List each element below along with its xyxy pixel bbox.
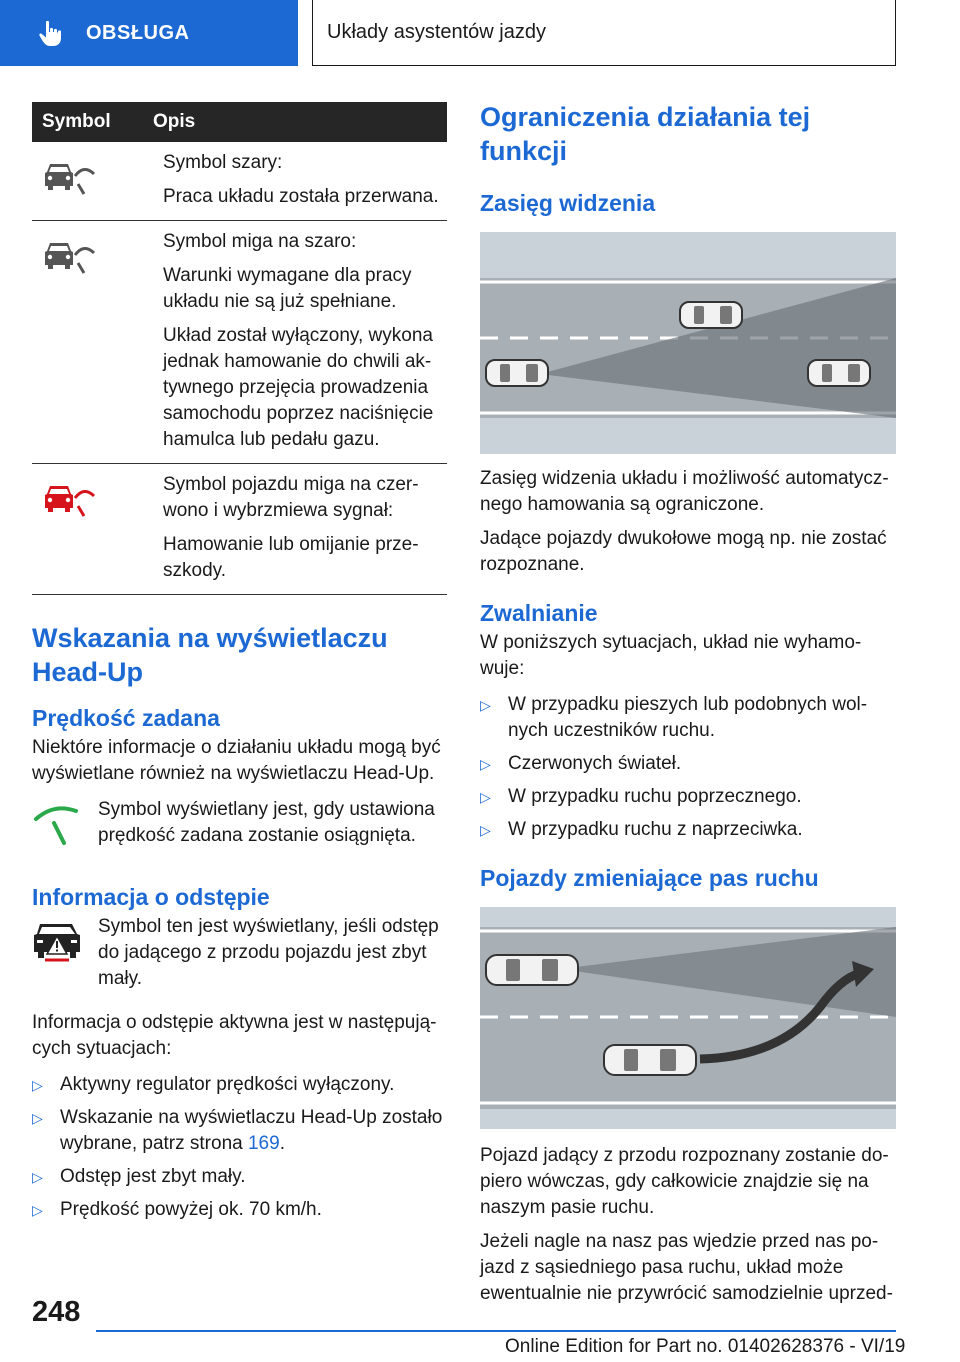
car-icon: [808, 360, 870, 386]
speed-reached-icon: [32, 797, 82, 849]
car-icon: [486, 360, 548, 386]
table-row: [32, 221, 447, 464]
lane-p2: Jeżeli nagle na nasz pas wjedzie przed nas po-jazd z sąsiedniego pasa ruchu, układ może ewentualnie nie przywrócić samodzielnie uprzed-: [480, 1231, 893, 1304]
lane-change-image: [480, 907, 896, 1129]
speed-icon-row: [32, 797, 447, 854]
list-item: ▷ W przypadku pieszych lub podobnych wol-nych uczestników ruchu.: [480, 694, 868, 741]
heading-distance: Informacja o odstępie: [32, 884, 270, 910]
triangle-bullet-icon: ▷: [480, 756, 491, 772]
triangle-bullet-icon: ▷: [32, 1202, 43, 1218]
row-text: Warunki wymagane dla pracy układu nie są już spełniane.: [163, 265, 412, 312]
car-warning-icon: [44, 162, 96, 196]
section-tab: [0, 0, 298, 66]
row-text: Symbol pojazdu miga na czer-wono i wybrzmiewa sygnał:: [163, 474, 419, 521]
road-range-image: [480, 232, 896, 454]
car-icon: [604, 1045, 696, 1075]
row-text: Układ został wyłączony, wykona jednak hamowanie do chwili ak-tywnego przejęcia prowadzenia samochodu poprzez naciśnięcie hamulca lub pedału gazu.: [163, 325, 434, 450]
footer-divider: [96, 1330, 896, 1332]
table-row: [32, 142, 447, 221]
list-item: ▷ W przypadku ruchu z naprzeciwka.: [480, 817, 896, 843]
heading-limitations: Ograniczenia działania tej funkcji: [480, 102, 811, 166]
speed-icon-text: Symbol wyświetlany jest, gdy ustawiona prędkość zadana zostanie osiągnięta.: [98, 799, 435, 846]
list-item: ▷ Aktywny regulator prędkości wyłączony.: [32, 1072, 447, 1098]
lane-change-illustration: [480, 907, 896, 1129]
table-row: [32, 464, 447, 595]
heading-range: Zasięg widzenia: [480, 190, 656, 216]
table-header-desc: Opis: [153, 102, 447, 142]
heading-speed: Prędkość zadana: [32, 705, 220, 731]
car-warning-icon: [44, 484, 96, 518]
distance-conditions-list: [32, 1072, 447, 1223]
triangle-bullet-icon: ▷: [480, 822, 491, 838]
triangle-bullet-icon: ▷: [32, 1110, 43, 1126]
lane-p1: Pojazd jadący z przodu rozpoznany zostanie do-piero wówczas, gdy całkowicie znajdzie się na naszym pasie ruchu.: [480, 1145, 889, 1218]
symbol-table: [32, 102, 447, 595]
section-label: OBSŁUGA: [86, 21, 190, 44]
list-item: ▷ Czerwonych świateł.: [480, 751, 896, 777]
row-text: Praca układu została przerwana.: [163, 186, 439, 207]
page-link[interactable]: 169: [247, 1133, 280, 1154]
row-text: Symbol szary:: [163, 152, 283, 173]
chapter-title: Układy asystentów jazdy: [312, 0, 896, 66]
distance-warning-icon: [32, 914, 86, 964]
speed-intro: Niektóre informacje o działaniu układu mogą być wyświetlane również na wyświetlaczu Head-Up.: [32, 737, 441, 784]
table-header-symbol: Symbol: [32, 102, 153, 142]
list-item: ▷ Wskazanie na wyświetlaczu Head-Up zostało wybrane, patrz strona 169.: [32, 1107, 443, 1154]
car-icon: [486, 955, 578, 985]
row-text: Hamowanie lub omijanie prze-szkody.: [163, 534, 419, 581]
list-item: ▷ Odstęp jest zbyt mały.: [32, 1164, 447, 1190]
distance-icon-row: [32, 914, 447, 992]
heading-head-up: Wskazania na wyświetlaczu Head-Up: [32, 623, 388, 687]
triangle-bullet-icon: ▷: [32, 1169, 43, 1185]
heading-brake: Zwalnianie: [480, 600, 598, 626]
page-header: [0, 0, 960, 66]
brake-intro: W poniższych sytuacjach, układ nie wyhamo-wuje:: [480, 632, 862, 679]
distance-icon-text: Symbol ten jest wyświetlany, jeśli odstęp do jadącego z przodu pojazdu jest zbyt mały.: [98, 916, 439, 989]
edition-text: Online Edition for Part no. 01402628376 - VI/19: [505, 1336, 906, 1357]
car-icon: [680, 302, 742, 328]
hand-pointer-icon: [36, 18, 66, 48]
heading-lane-change: Pojazdy zmieniające pas ruchu: [480, 865, 819, 891]
triangle-bullet-icon: ▷: [32, 1077, 43, 1093]
page-number: 248: [32, 1296, 81, 1328]
right-column: [480, 100, 896, 1307]
row-text: Symbol miga na szaro:: [163, 231, 357, 252]
triangle-bullet-icon: ▷: [480, 789, 491, 805]
left-column: [32, 102, 447, 1230]
range-p1: Zasięg widzenia układu i możliwość automatycz-nego hamowania są ograniczone.: [480, 468, 889, 515]
range-illustration: [480, 232, 896, 454]
car-warning-icon: [44, 241, 96, 275]
triangle-bullet-icon: ▷: [480, 697, 491, 713]
distance-intro: Informacja o odstępie aktywna jest w następują-cych sytuacjach:: [32, 1012, 437, 1059]
list-item: ▷ Prędkość powyżej ok. 70 km/h.: [32, 1197, 447, 1223]
list-item: ▷ W przypadku ruchu poprzecznego.: [480, 784, 896, 810]
range-p2: Jadące pojazdy dwukołowe mogą np. nie zostać rozpoznane.: [480, 528, 887, 575]
brake-conditions-list: [480, 692, 896, 843]
